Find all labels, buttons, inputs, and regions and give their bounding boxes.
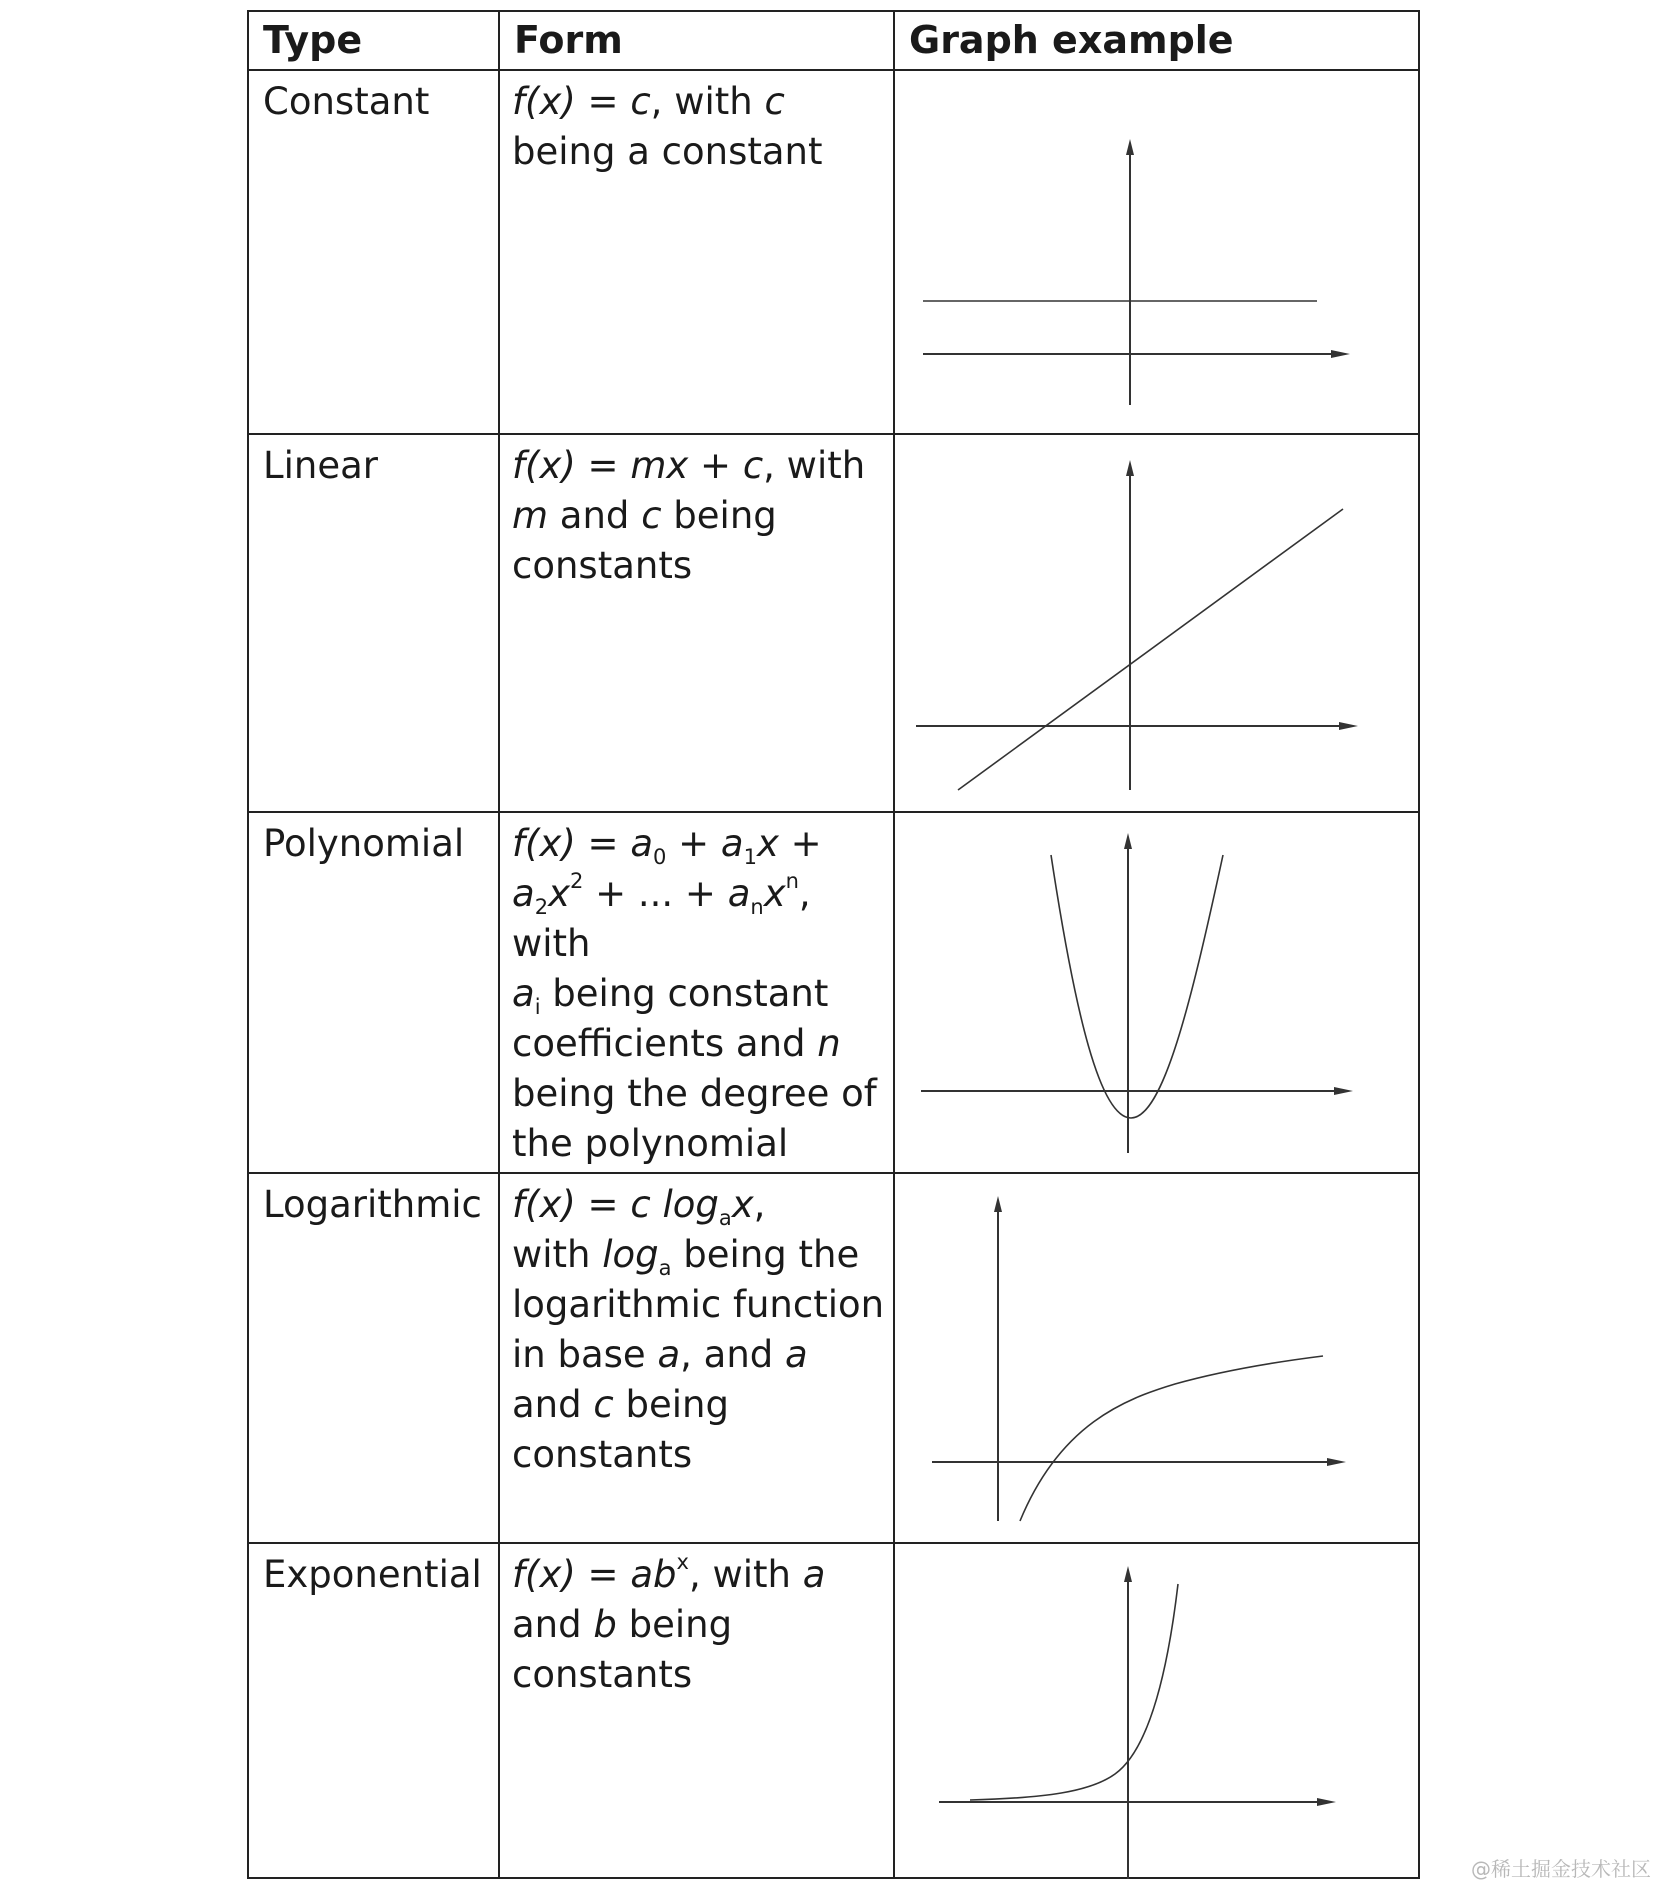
table-row xyxy=(248,812,1419,1173)
table-row xyxy=(248,434,1419,812)
header-row xyxy=(248,11,1419,70)
graph-cell xyxy=(894,812,1419,1173)
graph-cell xyxy=(894,70,1419,434)
type-cell: Constant xyxy=(248,70,499,434)
header-graph: Graph example xyxy=(894,11,1419,70)
logarithmic-graph-icon xyxy=(895,1174,1420,1544)
table-row xyxy=(248,1173,1419,1543)
table-row xyxy=(248,70,1419,434)
graph-cell xyxy=(894,434,1419,812)
type-cell: Polynomial xyxy=(248,812,499,1173)
type-cell: Exponential xyxy=(248,1543,499,1878)
type-cell: Logarithmic xyxy=(248,1173,499,1543)
constant-graph-icon xyxy=(895,71,1420,435)
header-form: Form xyxy=(499,11,894,70)
function-types-table xyxy=(247,10,1420,1879)
graph-cell xyxy=(894,1543,1419,1878)
graph-cell xyxy=(894,1173,1419,1543)
exponential-graph-icon xyxy=(895,1544,1420,1879)
linear-graph-icon xyxy=(895,435,1420,813)
table-row xyxy=(248,1543,1419,1878)
form-cell: f(x) = mx + c, with m and c being constants xyxy=(499,434,894,812)
header-type: Type xyxy=(248,11,499,70)
watermark: @稀土掘金技术社区 xyxy=(1471,1857,1651,1881)
form-cell: $f(x) = ab^x$, with a and b being constants xyxy=(499,1543,894,1878)
type-cell: Linear xyxy=(248,434,499,812)
form-cell: f(x) = c $\log_ax$, with $\log_a$ being the logarithmic function in base a, and a and c being constants xyxy=(499,1173,894,1543)
form-cell: $f(x) = a_0 + a_1x + a_2x^2$ + ... + $a_nx^n$, with $a_i$ being constant coefficients and n being the degree of the polynomial xyxy=(499,812,894,1173)
polynomial-graph-icon xyxy=(895,813,1420,1174)
form-cell: f(x) = c, with c being a constant xyxy=(499,70,894,434)
